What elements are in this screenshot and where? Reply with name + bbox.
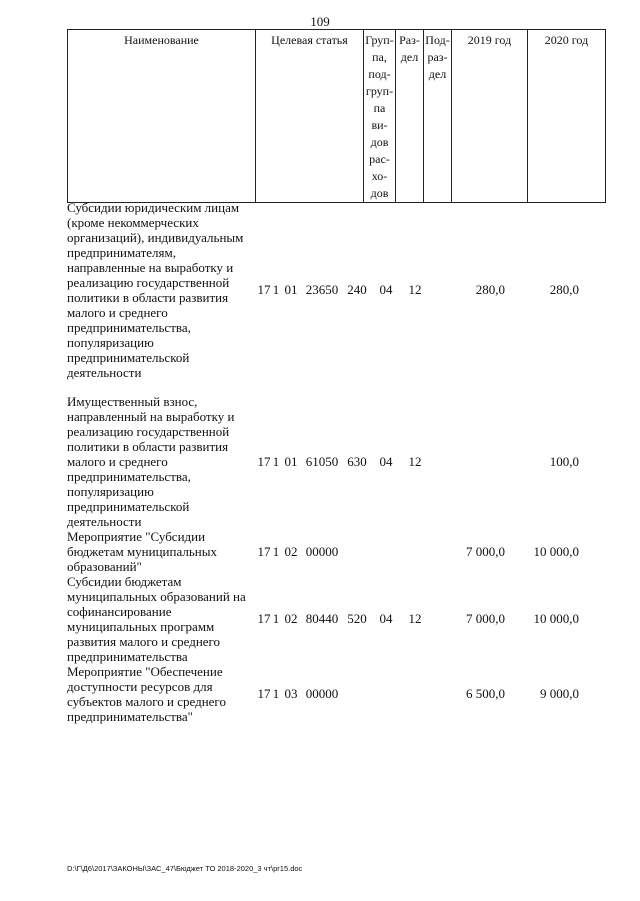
table-row bbox=[67, 664, 605, 724]
row-group: 240 bbox=[347, 282, 367, 297]
text-line: дов bbox=[370, 135, 389, 149]
text-line: Мероприятие "Субсидии bbox=[67, 529, 206, 544]
text-line: организаций), индивидуальным bbox=[67, 230, 244, 245]
text-line: па ви- bbox=[371, 101, 388, 132]
text-line: развития малого и среднего bbox=[67, 634, 221, 649]
row-2019: 280,0 bbox=[475, 282, 505, 297]
text-line: бюджетам муниципальных bbox=[67, 544, 217, 559]
table-row bbox=[67, 574, 605, 664]
row-subsection: 12 bbox=[408, 282, 422, 297]
text-line: направленные на выработку и bbox=[67, 260, 234, 275]
page-number: 109 bbox=[310, 14, 330, 29]
text-line: реализацию государственной bbox=[67, 275, 230, 290]
header-year-2020: 2020 год bbox=[528, 30, 606, 203]
row-2020: 100,0 bbox=[549, 453, 579, 469]
file-path-footer: D:\Г\Д6\2017\ЗАКОНЫ\ЗАС_47\Бюджет ТО 2018-2020_3 чт\pr15.doc bbox=[67, 864, 303, 873]
row-section: 04 bbox=[379, 282, 393, 297]
text-line: дел bbox=[428, 67, 447, 81]
text-line: доступности ресурсов для bbox=[67, 679, 213, 694]
row-cs2: 1 bbox=[272, 282, 280, 297]
row-2020: 10 000,0 bbox=[533, 611, 579, 626]
row-2020: 280,0 bbox=[549, 282, 579, 297]
text-line: дел bbox=[400, 50, 419, 64]
header-name: Наименование bbox=[68, 30, 256, 203]
row-2019: 7 000,0 bbox=[466, 611, 505, 626]
text-line: Имущественный взнос, bbox=[67, 394, 198, 409]
text-line: предпринимательства, bbox=[67, 469, 191, 484]
row-section: 04 bbox=[379, 453, 393, 469]
row-name bbox=[67, 394, 255, 529]
text-line: муниципальных программ bbox=[67, 619, 215, 634]
text-line: деятельности bbox=[67, 365, 142, 380]
row-cs2: 1 bbox=[272, 453, 280, 469]
row-cs1: 17 bbox=[257, 453, 271, 469]
text-line: па, bbox=[372, 50, 387, 64]
row-name bbox=[67, 574, 255, 664]
text-line: Мероприятие "Обеспечение bbox=[67, 664, 223, 679]
text-line: малого и среднего bbox=[67, 305, 168, 320]
text-line: популяризацию bbox=[67, 335, 154, 350]
text-line: хо- bbox=[371, 169, 388, 183]
row-cs4: 80440 bbox=[305, 611, 339, 626]
header-subsection bbox=[424, 30, 452, 203]
text-line: под- bbox=[368, 67, 391, 81]
row-name bbox=[67, 664, 255, 724]
row-cs1: 17 bbox=[257, 611, 271, 626]
table-row bbox=[67, 200, 605, 380]
text-line: предпринимательской bbox=[67, 350, 190, 365]
text-line: предпринимательской bbox=[67, 499, 190, 514]
text-line: Раз- bbox=[399, 33, 420, 47]
text-line: муниципальных образований на bbox=[67, 589, 246, 604]
text-line: популяризацию bbox=[67, 484, 154, 499]
row-2019: 6 500,0 bbox=[466, 686, 505, 701]
text-line: малого и среднего bbox=[67, 454, 168, 469]
table-row bbox=[67, 529, 605, 574]
table-row bbox=[67, 394, 605, 529]
row-cs4: 00000 bbox=[305, 686, 339, 701]
row-cs2: 1 bbox=[272, 611, 280, 626]
row-name bbox=[67, 200, 255, 380]
text-line: предпринимательства bbox=[67, 649, 188, 664]
text-line: Под- bbox=[425, 33, 450, 47]
row-cs1: 17 bbox=[257, 543, 271, 559]
header-year-2019: 2019 год bbox=[452, 30, 528, 203]
text-line: груп- bbox=[365, 84, 394, 98]
row-name bbox=[67, 529, 255, 574]
text-line: предпринимателям, bbox=[67, 245, 176, 260]
text-line: политики в области развития bbox=[67, 439, 229, 454]
row-cs4: 61050 bbox=[305, 453, 339, 469]
row-cs2: 1 bbox=[272, 543, 280, 559]
row-cs3: 01 bbox=[284, 453, 298, 469]
row-cs3: 02 bbox=[284, 543, 298, 559]
row-2019: 7 000,0 bbox=[466, 543, 505, 559]
row-cs3: 01 bbox=[284, 282, 298, 297]
text-line: Груп- bbox=[365, 33, 394, 47]
header-target: Целевая статья bbox=[256, 30, 364, 203]
text-line: Субсидии юридическим лицам bbox=[67, 200, 240, 215]
row-cs2: 1 bbox=[272, 686, 280, 701]
row-cs4: 23650 bbox=[305, 282, 339, 297]
text-line: субъектов малого и среднего bbox=[67, 694, 226, 709]
row-section: 04 bbox=[379, 611, 393, 626]
row-cs4: 00000 bbox=[305, 543, 339, 559]
row-cs1: 17 bbox=[257, 282, 271, 297]
text-line: раз- bbox=[427, 50, 448, 64]
table-header bbox=[67, 29, 606, 203]
row-subsection: 12 bbox=[408, 453, 422, 469]
row-group: 630 bbox=[347, 453, 367, 469]
text-line: Субсидии бюджетам bbox=[67, 574, 182, 589]
text-line: направленный на выработку и bbox=[67, 409, 235, 424]
text-line: деятельности bbox=[67, 514, 142, 529]
row-cs3: 03 bbox=[284, 686, 298, 701]
header-section bbox=[396, 30, 424, 203]
row-2020: 9 000,0 bbox=[540, 686, 579, 701]
text-line: политики в области развития bbox=[67, 290, 229, 305]
text-line: предпринимательства" bbox=[67, 709, 193, 724]
row-cs1: 17 bbox=[257, 686, 271, 701]
text-line: дов bbox=[370, 186, 389, 200]
text-line: реализацию государственной bbox=[67, 424, 230, 439]
text-line: софинансирование bbox=[67, 604, 172, 619]
row-subsection: 12 bbox=[408, 611, 422, 626]
text-line: образований" bbox=[67, 559, 142, 574]
text-line: рас- bbox=[369, 152, 390, 166]
row-group: 520 bbox=[347, 611, 367, 626]
table-body bbox=[67, 200, 605, 724]
row-2020: 10 000,0 bbox=[533, 543, 579, 559]
text-line: предпринимательства, bbox=[67, 320, 191, 335]
header-group bbox=[364, 30, 396, 203]
text-line: (кроме некоммерческих bbox=[67, 215, 199, 230]
row-cs3: 02 bbox=[284, 611, 298, 626]
